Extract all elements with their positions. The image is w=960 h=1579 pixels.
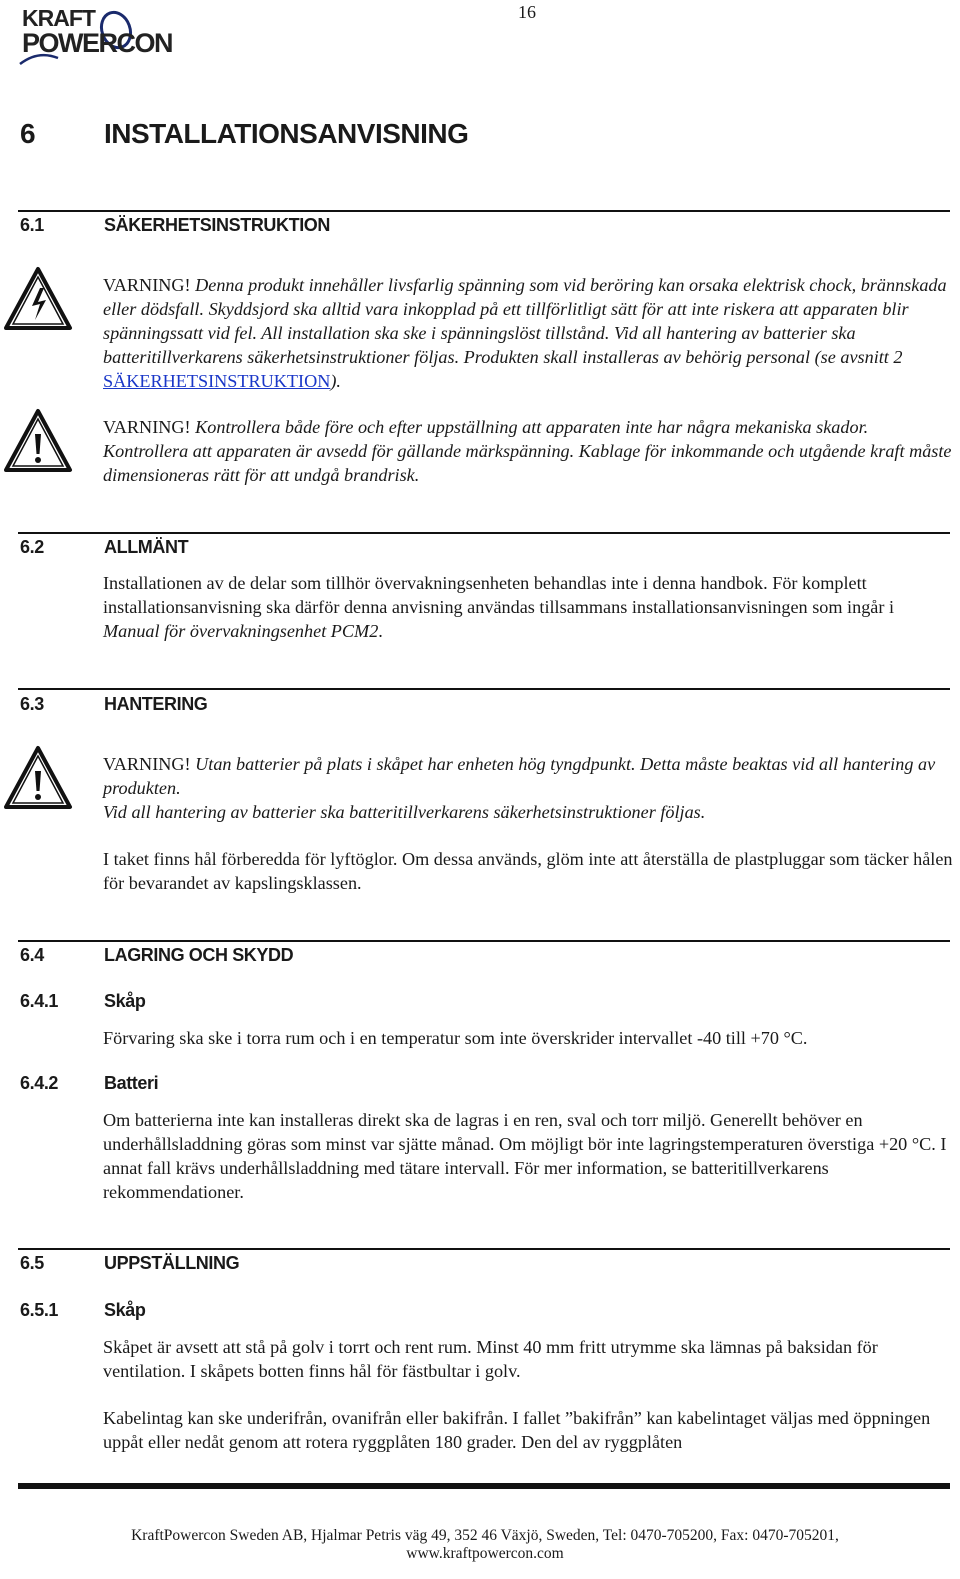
general-paragraph: [103, 571, 953, 643]
subsection-number: 6.4.2: [20, 1073, 59, 1093]
section-heading-6-1: [20, 215, 620, 237]
section-heading-6-4: [20, 945, 620, 967]
footer-website[interactable]: www.kraftpowercon.com: [406, 1545, 564, 1562]
placement-paragraph-2: Kabelintag kan ske underifrån, ovanifrån eller bakifrån. I fallet ”bakifrån” kan kabelintaget väljas med öppningen uppåt eller nedåt genom att rotera ryggplåten 180 grader. Den del av ryggplåten: [103, 1408, 931, 1452]
subsection-heading-6-4-2: [20, 1073, 620, 1095]
section-link[interactable]: SÄKERHETSINSTRUKTION: [103, 371, 331, 391]
warning-label: VARNING!: [103, 275, 191, 295]
page-number: 16: [518, 2, 536, 22]
warning-label: VARNING!: [103, 417, 191, 437]
section-number: 6.2: [20, 537, 44, 557]
chapter-number: 6: [20, 118, 36, 149]
section-title: UPPSTÄLLNING: [104, 1253, 240, 1273]
section-divider: [18, 210, 950, 212]
chapter-title: INSTALLATIONSANVISNING: [104, 118, 469, 149]
placement-paragraph-1: Skåpet är avsett att stå på golv i torrt och rent rum. Minst 40 mm fritt utrymme ska lämnas på baksidan för ventilation. I skåpets botten finns hål för fästbultar i golv.: [103, 1337, 878, 1381]
section-heading-6-3: [20, 694, 620, 716]
electric-hazard-icon: [3, 266, 73, 332]
section-divider: [18, 532, 950, 534]
warning-text-end: ).: [330, 371, 341, 391]
company-logo: [18, 2, 183, 68]
storage-battery-paragraph: Om batterierna inte kan installeras direkt ska de lagras i en ren, sval och torr miljö. Generellt behöver en underhållsladdning göras som minst var sjätte månad. Om möjligt bör inte lagringstemperaturen överstiga +20 °C. I annat fall krävs underhållsladdning med tätare intervall. För mer information, se batteritillverkarens rekommendationer.: [103, 1110, 947, 1202]
section-divider: [18, 688, 950, 690]
section-title: SÄKERHETSINSTRUKTION: [104, 215, 331, 235]
warning-text: Vid all hantering av batterier ska batteritillverkarens säkerhetsinstruktioner följas.: [103, 802, 706, 822]
footer-address: KraftPowercon Sweden AB, Hjalmar Petris väg 49, 352 46 Växjö, Sweden, Tel: 0470-705200, Fax: 0470-705201,: [131, 1527, 839, 1544]
handling-warning: [103, 752, 953, 824]
section-heading-6-5: [20, 1253, 620, 1275]
chapter-heading: [20, 118, 720, 152]
subsection-heading-6-5-1: [20, 1300, 620, 1322]
section-heading-6-2: [20, 537, 620, 559]
body-text: Installationen av de delar som tillhör övervakningsenheten behandlas inte i denna handbok. För komplett installationsanvisning ska därför denna anvisning användas tillsammans installationsanvisningen som ingår i: [103, 573, 895, 617]
footer-divider: [18, 1483, 950, 1489]
subsection-title: Batteri: [104, 1073, 159, 1093]
section-divider: [18, 940, 950, 942]
warning-text: Utan batterier på plats i skåpet har enheten hög tyngdpunkt. Detta måste beaktas vid all hantering av produkten.: [103, 754, 936, 798]
warning-triangle-icon: [3, 745, 73, 811]
section-number: 6.5: [20, 1253, 44, 1273]
section-number: 6.1: [20, 215, 44, 235]
section-title: HANTERING: [104, 694, 208, 714]
section-divider: [18, 1248, 950, 1250]
warning-paragraph-2: [103, 415, 953, 487]
warning-paragraph-1: [103, 273, 953, 393]
storage-cabinet-paragraph: Förvaring ska ske i torra rum och i en temperatur som inte överskrider intervallet -40 till +70 °C.: [103, 1028, 808, 1048]
warning-text: Kontrollera både före och efter uppställning att apparaten inte har några mekaniska skador. Kontrollera att apparaten är avsedd för gällande märkspänning. Kablage för inkommande och utgående kraft måste dimensioneras rätt för att undgå brandrisk.: [103, 417, 952, 485]
manual-reference: Manual för övervakningsenhet PCM2: [103, 621, 379, 641]
svg-text:KRAFT: KRAFT: [22, 5, 95, 31]
subsection-heading-6-4-1: [20, 991, 620, 1013]
handling-paragraph: I taket finns hål förberedda för lyftöglor. Om dessa används, glöm inte att återställa de plastpluggar som täcker hålen för bevarandet av kapslingsklassen.: [103, 849, 953, 893]
body-text-end: .: [378, 621, 383, 641]
section-number: 6.4: [20, 945, 44, 965]
section-title: LAGRING OCH SKYDD: [104, 945, 294, 965]
section-title: ALLMÄNT: [104, 537, 189, 557]
subsection-title: Skåp: [104, 991, 146, 1011]
subsection-number: 6.4.1: [20, 991, 59, 1011]
warning-label: VARNING!: [103, 754, 191, 774]
section-number: 6.3: [20, 694, 44, 714]
svg-text:POWERCON: POWERCON: [22, 28, 172, 58]
subsection-title: Skåp: [104, 1300, 146, 1320]
warning-triangle-icon: [3, 408, 73, 474]
warning-text: Denna produkt innehåller livsfarlig spänning som vid beröring kan orsaka elektrisk chock, brännskada eller dödsfall. Skyddsjord ska alltid vara inkopplad på ett tillförlitligt sätt för att inte riskera att apparaten blir spänningssatt vid fel. All installation ska ske i spänningslöst tillstånd. Vid all hantering av batterier ska batteritillverkarens säkerhetsinstruktioner följas. Produkten skall installeras av behörig personal (se avsnitt 2: [103, 275, 947, 367]
footer: [40, 1527, 930, 1563]
subsection-number: 6.5.1: [20, 1300, 59, 1320]
